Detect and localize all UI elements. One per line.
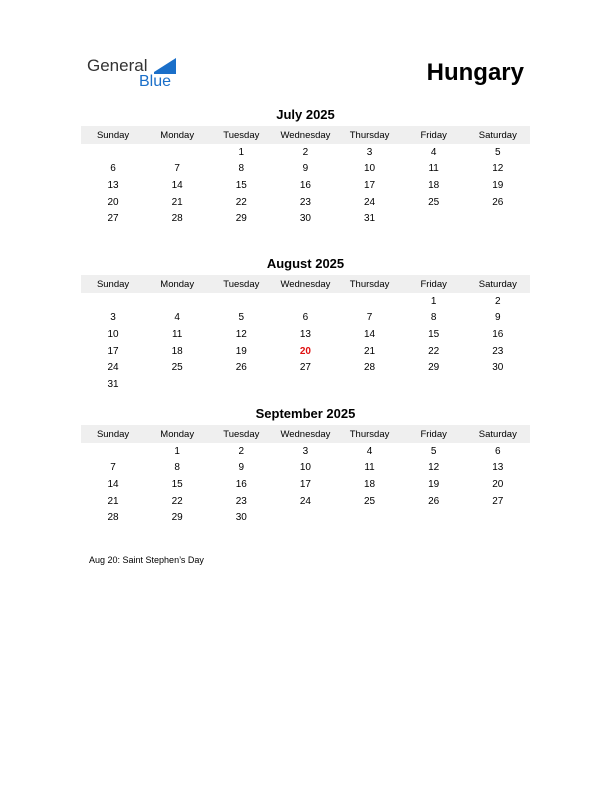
day-cell: 16 <box>492 328 504 340</box>
day-cell: 9 <box>495 312 501 324</box>
weekday-label: Wednesday <box>280 428 331 440</box>
weekday-header <box>81 275 530 293</box>
week-row <box>81 509 530 526</box>
day-cell: 27 <box>299 362 311 374</box>
day-cell: 4 <box>430 146 437 158</box>
day-cell: 18 <box>428 179 440 191</box>
logo-text-blue: Blue <box>139 73 172 90</box>
weekday-label: Monday <box>160 428 195 440</box>
weekday-label: Saturday <box>478 278 517 290</box>
day-cell: 25 <box>428 196 440 208</box>
day-cell: 11 <box>428 163 439 175</box>
day-cell: 3 <box>110 312 116 324</box>
day-cell: 23 <box>235 495 247 507</box>
day-cell: 28 <box>107 512 119 524</box>
holiday-day-cell: 20 <box>299 345 311 357</box>
day-cell: 4 <box>174 312 180 324</box>
day-cell: 5 <box>238 312 245 324</box>
day-cell: 26 <box>235 362 247 374</box>
day-cell: 26 <box>428 495 440 507</box>
general-blue-logo <box>87 56 187 92</box>
day-cell: 7 <box>174 163 180 175</box>
weekday-label: Thursday <box>349 129 390 141</box>
weekday-header <box>81 126 530 144</box>
day-cell: 24 <box>299 495 311 507</box>
day-cell: 19 <box>492 179 504 191</box>
day-cell: 2 <box>302 146 309 158</box>
day-cell: 30 <box>235 512 247 524</box>
month-july <box>81 106 530 227</box>
day-cell: 26 <box>492 196 504 208</box>
day-cell: 6 <box>110 163 116 175</box>
day-cell: 4 <box>366 445 373 457</box>
day-cell: 23 <box>299 196 311 208</box>
day-cell: 27 <box>107 213 119 225</box>
day-cell: 2 <box>238 445 245 457</box>
day-cell: 10 <box>364 163 376 175</box>
day-cell: 16 <box>299 179 311 191</box>
day-cell: 6 <box>495 445 501 457</box>
day-cell: 24 <box>107 362 119 374</box>
weekday-label: Tuesday <box>223 278 260 290</box>
day-cell: 24 <box>364 196 376 208</box>
month-title: August 2025 <box>266 256 345 271</box>
day-cell: 13 <box>492 462 504 474</box>
day-cell: 6 <box>302 312 309 324</box>
weekday-label: Wednesday <box>280 278 331 290</box>
day-cell: 9 <box>302 163 309 175</box>
day-cell: 11 <box>364 462 375 474</box>
day-cell: 14 <box>364 328 376 340</box>
day-cell: 3 <box>366 146 373 158</box>
day-cell: 19 <box>428 478 440 490</box>
week-row <box>81 326 530 343</box>
day-cell: 30 <box>492 362 504 374</box>
week-row <box>81 293 530 310</box>
weekday-label: Wednesday <box>280 129 331 141</box>
day-cell: 21 <box>107 495 119 507</box>
week-row <box>81 493 530 510</box>
day-cell: 5 <box>495 146 501 158</box>
day-cell: 13 <box>107 179 119 191</box>
month-title: July 2025 <box>276 107 335 122</box>
week-row <box>81 476 530 493</box>
day-cell: 1 <box>238 146 245 158</box>
day-cell: 29 <box>428 362 440 374</box>
day-cell: 20 <box>107 196 119 208</box>
week-row <box>81 177 530 194</box>
month-september <box>81 405 530 526</box>
day-cell: 10 <box>299 462 311 474</box>
day-cell: 8 <box>174 462 180 474</box>
day-cell: 22 <box>235 196 247 208</box>
day-cell: 30 <box>299 213 311 225</box>
day-cell: 11 <box>171 328 183 340</box>
day-cell: 19 <box>235 345 247 357</box>
week-row <box>81 210 530 227</box>
day-cell: 8 <box>238 163 245 175</box>
week-row <box>81 359 530 376</box>
day-cell: 21 <box>364 345 376 357</box>
day-cell: 12 <box>492 163 504 175</box>
weekday-label: Friday <box>420 129 447 141</box>
day-cell: 14 <box>171 179 183 191</box>
weekday-label: Saturday <box>478 129 517 141</box>
weekday-label: Sunday <box>96 428 130 440</box>
day-cell: 14 <box>107 478 119 490</box>
day-cell: 18 <box>364 478 376 490</box>
week-row <box>81 376 530 393</box>
weekday-label: Thursday <box>349 278 390 290</box>
weekday-label: Monday <box>160 129 195 141</box>
day-cell: 17 <box>107 345 119 357</box>
week-row <box>81 443 530 460</box>
weekday-label: Sunday <box>96 129 130 141</box>
day-cell: 25 <box>364 495 376 507</box>
day-cell: 20 <box>492 478 504 490</box>
week-row <box>81 144 530 161</box>
weekday-header <box>81 425 530 443</box>
day-cell: 16 <box>235 478 247 490</box>
day-cell: 8 <box>430 312 437 324</box>
weekday-label: Saturday <box>478 428 517 440</box>
month-august <box>81 255 530 393</box>
weekday-label: Monday <box>160 278 195 290</box>
day-cell: 28 <box>364 362 376 374</box>
day-cell: 12 <box>235 328 247 340</box>
weekday-label: Thursday <box>349 428 390 440</box>
week-row <box>81 343 530 360</box>
day-cell: 31 <box>107 378 119 390</box>
day-cell: 23 <box>492 345 504 357</box>
day-cell: 12 <box>428 462 440 474</box>
day-cell: 7 <box>366 312 373 324</box>
day-cell: 31 <box>364 213 376 225</box>
week-row <box>81 310 530 327</box>
month-title: September 2025 <box>255 406 356 421</box>
weekday-label: Tuesday <box>223 129 260 141</box>
day-cell: 10 <box>107 328 119 340</box>
weekday-label: Sunday <box>96 278 130 290</box>
day-cell: 18 <box>171 345 183 357</box>
day-cell: 29 <box>235 213 247 225</box>
day-cell: 17 <box>364 179 376 191</box>
country-title: Hungary <box>426 59 524 86</box>
week-row <box>81 460 530 477</box>
day-cell: 25 <box>171 362 183 374</box>
day-cell: 15 <box>428 328 440 340</box>
weekday-label: Friday <box>420 428 447 440</box>
day-cell: 15 <box>171 478 183 490</box>
day-cell: 5 <box>430 445 437 457</box>
day-cell: 13 <box>299 328 311 340</box>
weekday-label: Friday <box>420 278 447 290</box>
week-row <box>81 161 530 178</box>
day-cell: 17 <box>299 478 311 490</box>
day-cell: 15 <box>235 179 247 191</box>
day-cell: 1 <box>430 295 437 307</box>
day-cell: 21 <box>171 196 183 208</box>
day-cell: 22 <box>171 495 183 507</box>
day-cell: 3 <box>302 445 309 457</box>
day-cell: 29 <box>171 512 183 524</box>
day-cell: 22 <box>428 345 440 357</box>
weekday-label: Tuesday <box>223 428 260 440</box>
day-cell: 2 <box>495 295 501 307</box>
day-cell: 9 <box>238 462 245 474</box>
logo-text-general: General <box>87 56 148 75</box>
day-cell: 7 <box>110 462 116 474</box>
day-cell: 28 <box>171 213 183 225</box>
week-row <box>81 194 530 211</box>
day-cell: 1 <box>174 445 180 457</box>
holiday-notes: Aug 20: Saint Stephen’s Day <box>89 555 204 565</box>
logo-triangle-icon <box>154 58 176 72</box>
day-cell: 27 <box>492 495 504 507</box>
